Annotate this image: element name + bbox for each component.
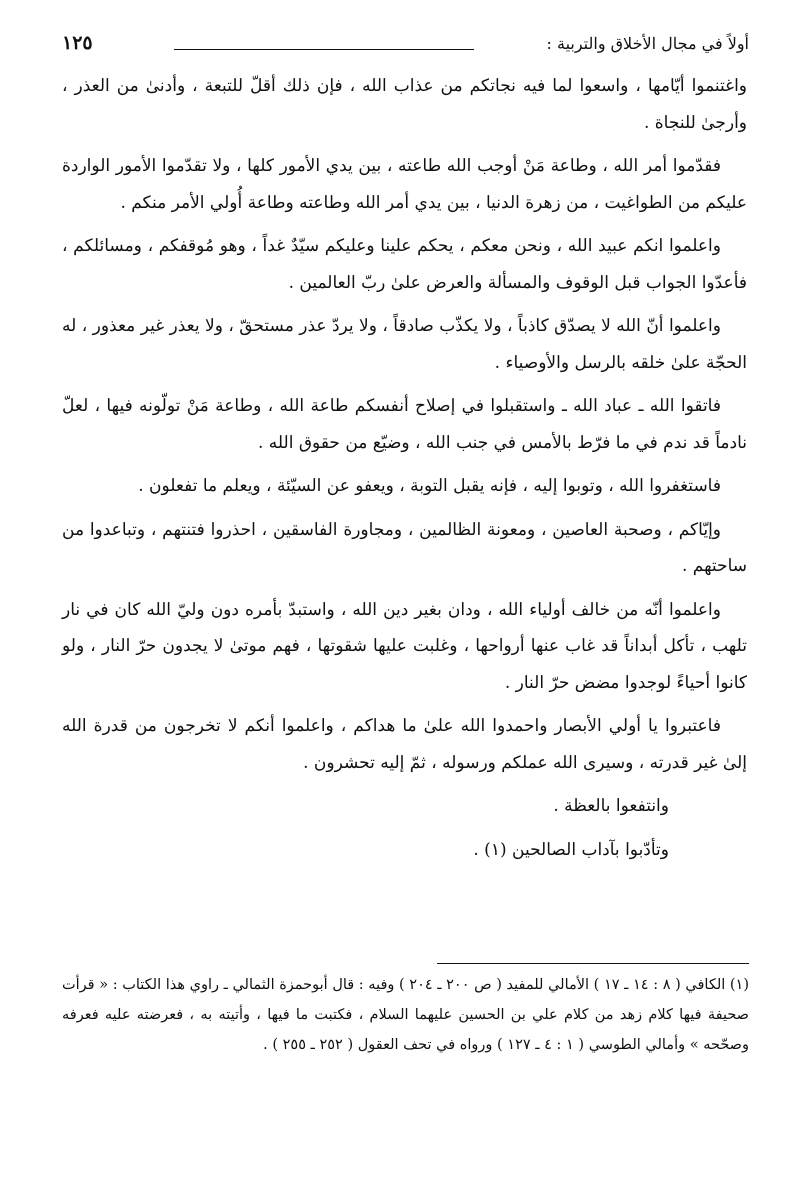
paragraph: واغتنموا أيّامها ، واسعوا لما فيه نجاتكم من عذاب الله ، فإن ذلك أقلّ للتبعة ، وأدنىٰ من العذر ، وأرجىٰ للنجاة . <box>62 76 747 133</box>
page-number: ١٢٥ <box>62 32 93 54</box>
running-title: أولاً في مجال الأخلاق والتربية : <box>546 34 749 53</box>
paragraph: فقدّموا أمر الله ، وطاعة مَنْ أوجب الله طاعته ، بين يدي الأمور كلها ، ولا تقدّموا الأمور الواردة عليكم من الطواغيت ، من زهرة الدنيا ، بين يدي أمر الله وطاعته وطاعة أُولي الأمر منكم . <box>62 156 747 213</box>
paragraph: وإيّاكم ، وصحبة العاصين ، ومعونة الظالمين ، ومجاورة الفاسقين ، احذروا فتنتهم ، وتباعدوا من ساحتهم . <box>62 519 747 576</box>
body-text <box>62 68 747 875</box>
header-rule <box>174 49 474 50</box>
paragraph: واعلموا أنّ الله لا يصدّق كاذباً ، ولا يكذّب صادقاً ، ولا يردّ عذر مستحقّ ، ولا يعذر غير معذور ، له الحجّة علىٰ خلقه بالرسل والأوصياء . <box>62 316 747 373</box>
paragraph: فاستغفروا الله ، وتوبوا إليه ، فإنه يقبل التوبة ، ويعفو عن السيّئة ، ويعلم ما تفعلون . <box>138 476 721 496</box>
footnote-rule <box>437 963 749 964</box>
paragraph: وتأدّبوا بآداب الصالحين (١) . <box>473 839 669 860</box>
paragraph: واعلموا أنّه من خالف أولياء الله ، ودان بغير دين الله ، واستبدّ بأمره دون وليّ الله كان في نار تلهب ، تأكل أبداناً قد غاب عنها أرواحها ، وغلبت عليها شقوتها ، فهم موتىٰ لا يجدون حرّ النار ، ولو كانوا أحياءً لوجدوا مضض حرّ النار . <box>62 599 747 693</box>
paragraph: وانتفعوا بالعظة . <box>553 796 669 816</box>
footnote: (١) الكافي ( ٨ : ١٤ ـ ١٧ ) الأمالي للمفيد ( ص ٢٠٠ ـ ٢٠٤ ) وفيه : قال أبوحمزة الثمالي ـ راوي هذا الكتاب : « قرأت صحيفة فيها كلام زهد من كلام علي بن الحسين عليهما السلام ، فكتبت ما فيها ، وأتيته به ، فعرضته عليه فعرفه وصحّحه » وأمالي الطوسي ( ١ : ٤ ـ ١٢٧ ) ورواه في تحف العقول ( ٢٥٢ ـ ٢٥٥ ) . <box>62 977 750 1053</box>
paragraph: واعلموا انكم عبيد الله ، ونحن معكم ، يحكم علينا وعليكم سيّدٌ غداً ، وهو مُوقفكم ، ومسائلكم ، فأعدّوا الجواب قبل الوقوف والمسألة والعرض علىٰ ربّ العالمين . <box>62 236 747 293</box>
paragraph: فاعتبروا يا أولي الأبصار واحمدوا الله علىٰ ما هداكم ، واعلموا أنكم لا تخرجون من قدرة الله إلىٰ غير قدرته ، وسيرى الله عملكم ورسوله ، ثمّ إليه تحشرون . <box>62 716 747 773</box>
page-header <box>62 30 749 62</box>
paragraph: فاتقوا الله ـ عباد الله ـ واستقبلوا في إصلاح أنفسكم طاعة الله ، وطاعة مَنْ تولّونه فيها ، لعلّ نادماً قد ندم في ما فرّط بالأمس في جنب الله ، وضيّع من حقوق الله . <box>62 396 747 453</box>
